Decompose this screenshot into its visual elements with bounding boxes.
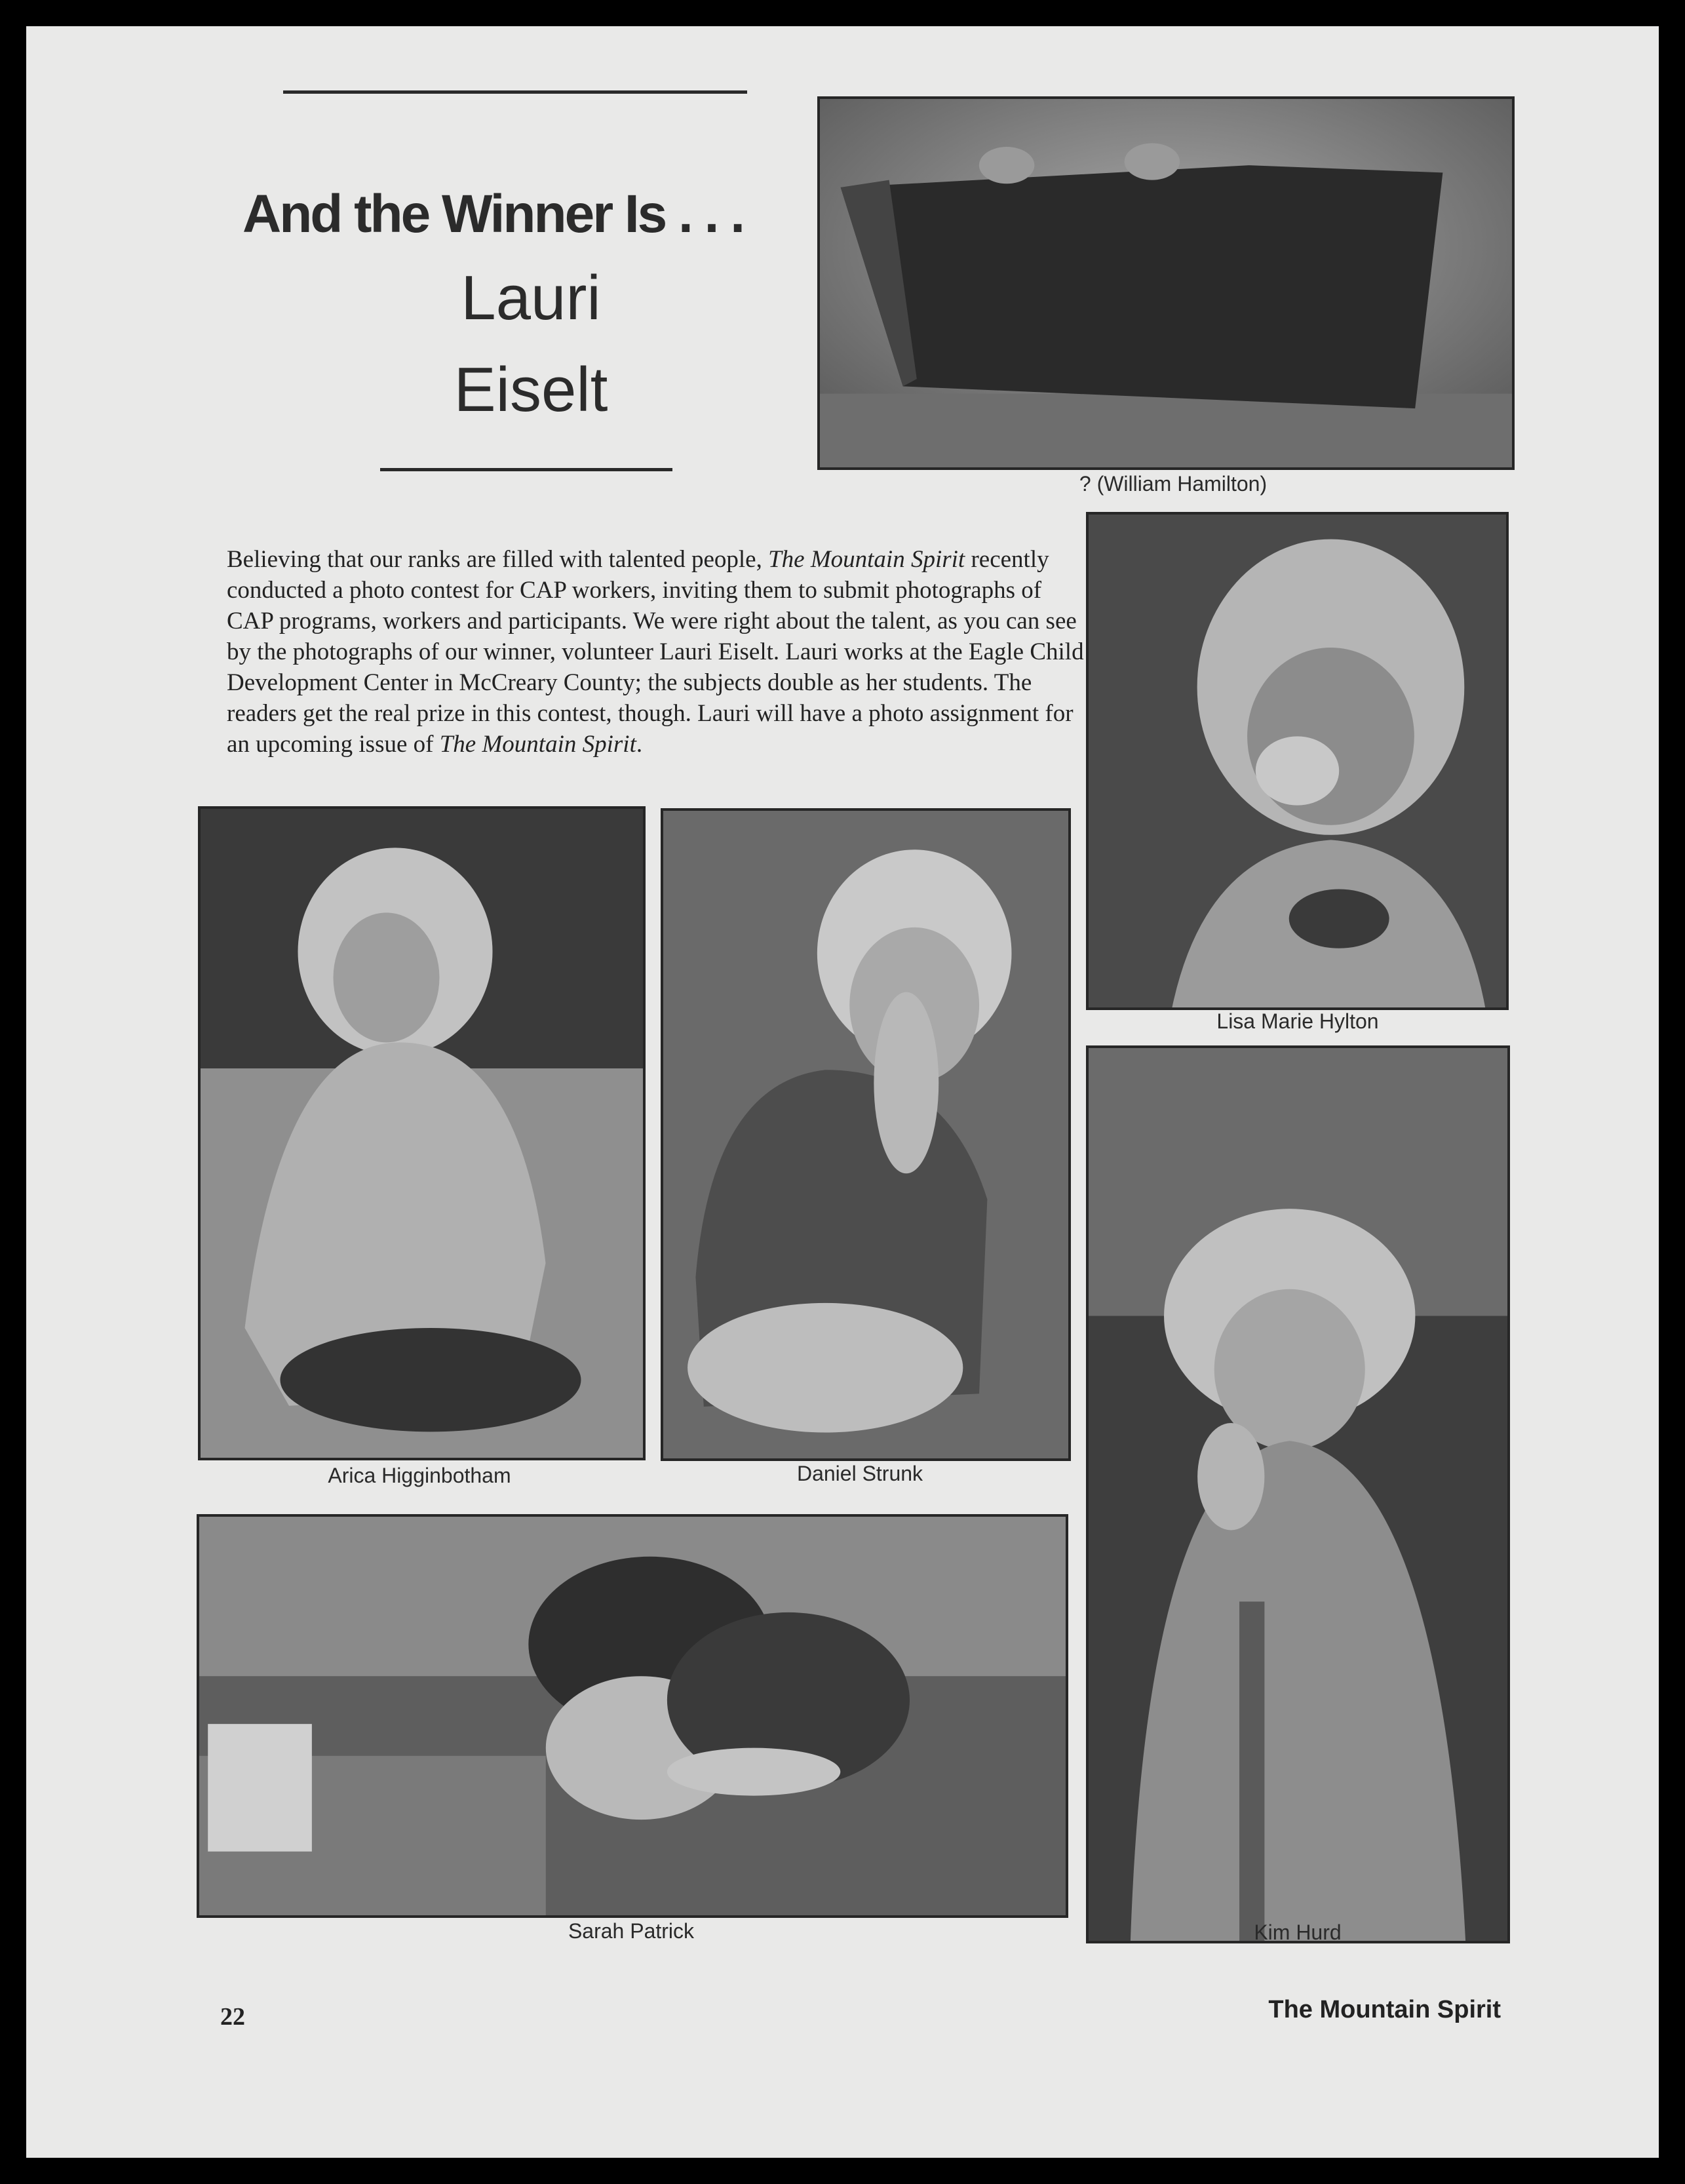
caption-daniel-strunk: Daniel Strunk bbox=[796, 1462, 923, 1485]
intro-text-2: recently conducted a photo contest for CAP workers, inviting them to submit photographs of CAP programs, workers and participants. We were right about the talent, as you can see by the photographs of our winner, volunteer Lauri Eiselt. Lauri works at the Eagle Child Development Center in McCreary County; the subjects double as her students. The readers get the real prize in this contest, though. Lauri will have a photo assignment for an upcoming issue of bbox=[227, 546, 1084, 758]
photo-daniel-strunk bbox=[661, 808, 1071, 1461]
winner-first-name: Lauri bbox=[461, 263, 601, 333]
headline-top-rule bbox=[283, 90, 747, 94]
page-number: 22 bbox=[220, 2003, 245, 2031]
article-headline: And the Winner Is . . . bbox=[242, 184, 743, 244]
intro-text-1: Believing that our ranks are filled with talented people, bbox=[227, 546, 769, 573]
photo-sarah-patrick bbox=[197, 1514, 1068, 1918]
photo-lisa-marie-hylton bbox=[1086, 512, 1509, 1010]
intro-text-3: . bbox=[636, 731, 643, 758]
intro-publication-1: The Mountain Spirit bbox=[768, 546, 965, 573]
publication-name: The Mountain Spirit bbox=[1268, 1996, 1501, 2023]
headline-bottom-rule bbox=[380, 468, 672, 471]
photo-kim-hurd bbox=[1086, 1045, 1510, 1943]
photo-arica-higginbotham bbox=[198, 806, 646, 1460]
magazine-page bbox=[26, 26, 1659, 2158]
photo-william-hamilton bbox=[817, 96, 1515, 470]
winner-last-name: Eiselt bbox=[454, 355, 608, 425]
caption-lisa-marie-hylton: Lisa Marie Hylton bbox=[1216, 1009, 1379, 1033]
caption-kim-hurd: Kim Hurd bbox=[1254, 1921, 1342, 1944]
article-intro bbox=[227, 544, 1085, 760]
caption-william-hamilton: ? (William Hamilton) bbox=[1079, 472, 1268, 496]
caption-sarah-patrick: Sarah Patrick bbox=[568, 1919, 695, 1943]
caption-arica-higginbotham: Arica Higginbotham bbox=[328, 1464, 511, 1487]
intro-publication-2: The Mountain Spirit bbox=[439, 731, 636, 758]
